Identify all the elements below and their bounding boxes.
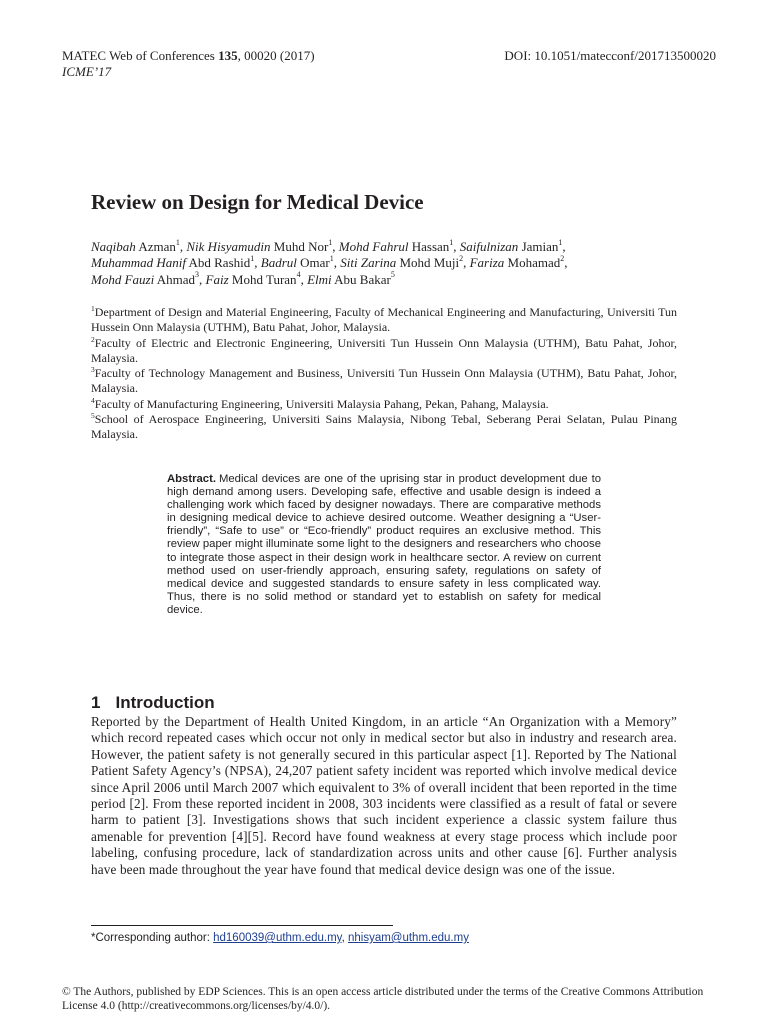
section-body: Reported by the Department of Health United Kingdom, in an article “An Organization with a Memory” which record repeated cases which occur not only in medical sector but also in industry and research area. However, the patient safety is not generally secured in this particular aspect [1]. Reported by The National Patient Safety Agency’s (NPSA), 24,207 patient safety incident was reported which involve medical device since April 2006 until March 2007 which equivalent to 3% of overall incident that been reported in the time period [2]. From these reported incident in 2008, 303 incidents were classified as a result of fatal or severe harm to patient [3]. Investigations shows that such incident experience a classic system failure thus amenable for prevention [4][5]. Record have found weakness at every stage process which include poor labeling, confusing procedure, lack of standardization across units and other cause [6]. Further analysis have been made throughout the year have found that medical device design was one of the issue. [91,714,677,877]
footnote-label: *Corresponding author: [91,932,214,944]
author: Saifulnizan Jamian$^1$, [459,237,566,254]
author: Mohd Fauzi Ahmad$^3$, [91,270,206,287]
author: Faiz Mohd Turan$^4$, [205,270,308,287]
doi-header: DOI: 10.1051/matecconf/201713500020 [504,48,716,63]
affiliation-list [91,305,677,443]
author: Siti Zarina Mohd Muji$^2$, [340,254,470,271]
journal-citation: MATEC Web of Conferences 135, 00020 (2017) [62,48,315,63]
author: Muhammad Hanif Abd Rashid$^1$, [91,254,261,271]
journal-volume: 135 [218,48,238,63]
email-link[interactable]: nhisyam@uthm.edu.my [347,932,469,944]
author: Badrul Omar$^1$, [260,254,341,271]
affiliation: $^1$Department of Design and Material Engineering, Faculty of Mechanical Engineering and Manufacturing, Universiti Tun Hussein Onn Malaysia (UTHM), Batu Pahat, Johor, Malaysia. [91,304,677,335]
author: Mohd Fahrul Hassan$^1$, [338,237,460,254]
paper-title: Review on Design for Medical Device [91,190,424,214]
section-number: 1 [91,693,101,712]
email-link[interactable]: hd160039@uthm.edu.my [213,932,342,944]
abstract [167,473,601,617]
author: Nik Hisyamudin Muhd Nor$^1$, [186,237,339,254]
author-list [91,239,677,288]
author: Naqibah Azman$^1$, [91,237,187,254]
affiliation: $^4$Faculty of Manufacturing Engineering, Universiti Malaysia Pahang, Pekan, Pahang, Malaysia. [91,395,549,411]
license-notice: © The Authors, published by EDP Sciences. This is an open access article distributed under the terms of the Creative Commons Attribution License 4.0 (http://creativecommons.org/licenses/by/4.0/). [62,986,704,1012]
affiliation: $^2$Faculty of Electric and Electronic Engineering, Universiti Tun Hussein Onn Malaysia (UTHM), Batu Pahat, Johor, Malaysia. [91,334,677,365]
corresponding-author-footnote: *Corresponding author: hd160039@uthm.edu.my, nhisyam@uthm.edu.my [91,932,469,944]
abstract-text: Medical devices are one of the uprising star in product development due to high demand among users. Developing safe, effective and usable design is indeed a challenging work which faced by designer nowadays. There are comparative methods in designing medical device to achieve desired outcome. Weather designing a “User-friendly”, “Safe to use” or “Eco-friendly” product requires an exclusive method. This review paper might illuminate some light to the designers and researchers who choose to integrate those aspect in their design work in healthcare sector. A review on current method used on user-friendly approach, ensuring safety, regulations on safety of medical device and suggested standards to ensure safety in less complicated way. Thus, there is no solid method or standard yet to establish on safety for medical device. [167,473,601,616]
conference-name: ICME’17 [62,64,112,79]
section-title: Introduction [115,693,215,712]
author: Elmi Abu Bakar$^5$ [307,270,395,287]
abstract-label: Abstract. [167,473,216,485]
footnote-divider [91,925,393,926]
author: Fariza Mohamad$^2$, [469,254,568,271]
section-heading [91,693,215,713]
running-header-left [62,48,315,80]
affiliation: $^5$School of Aerospace Engineering, Universiti Sains Malaysia, Nibong Tebal, Seberang Perai Selatan, Pulau Pinang Malaysia. [91,411,677,442]
affiliation: $^3$Faculty of Technology Management and Business, Universiti Tun Hussein Onn Malaysia (UTHM), Batu Pahat, Johor, Malaysia. [91,365,677,396]
